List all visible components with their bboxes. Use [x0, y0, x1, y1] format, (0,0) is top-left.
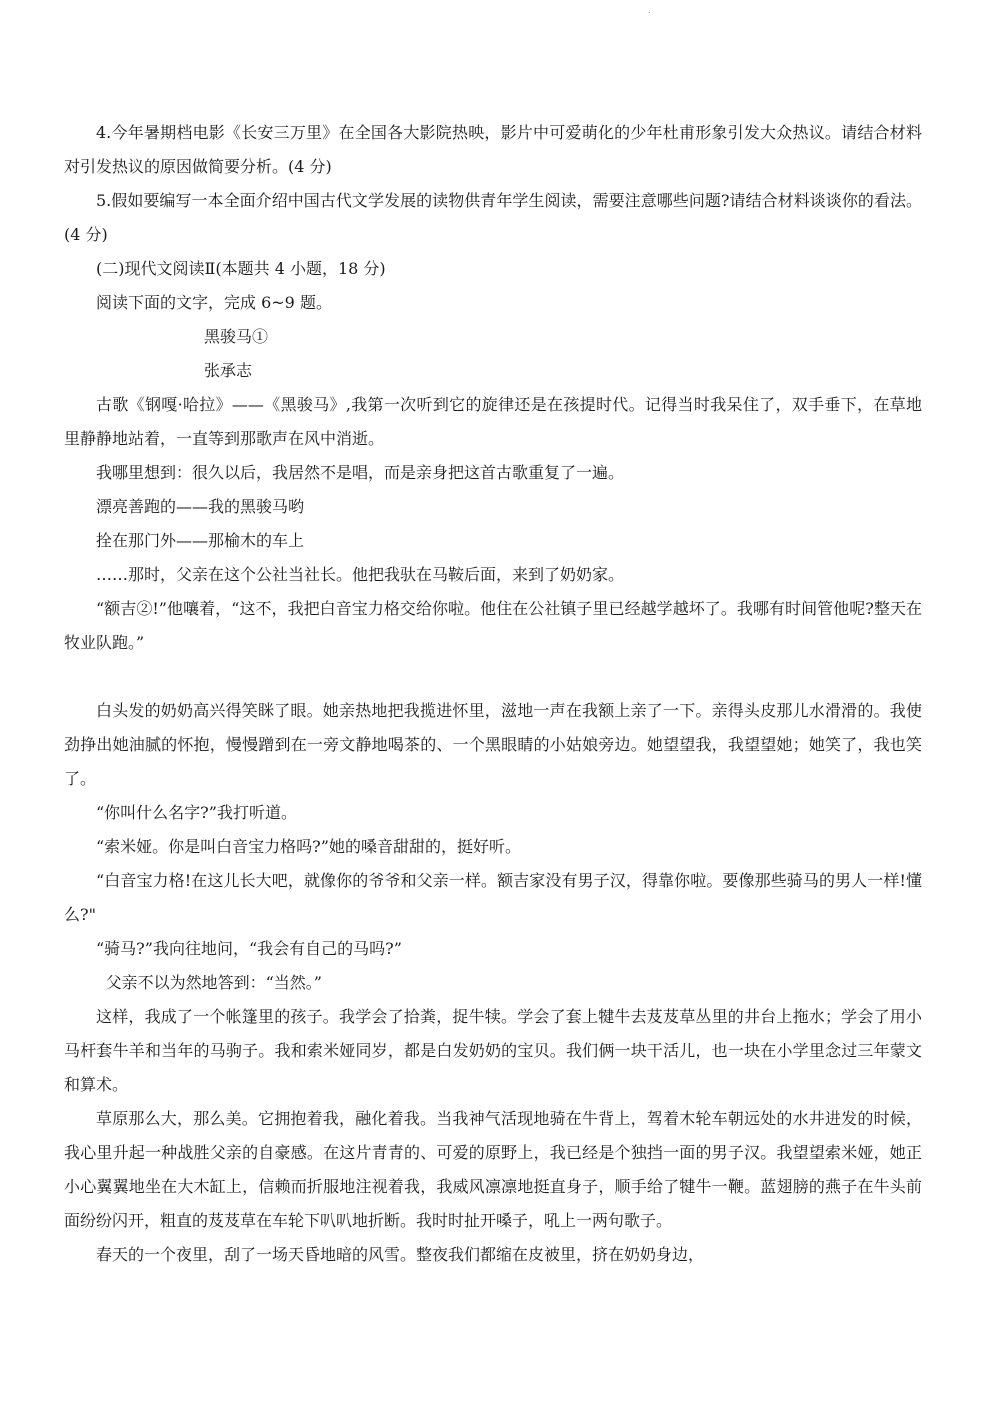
corner-mark: . — [648, 6, 651, 15]
dialogue-line: “骑马?”我向往地问，“我会有自己的马吗?” — [96, 939, 402, 958]
article-paragraph: 古歌《钢嘎·哈拉》——《黑骏马》,我第一次听到它的旋律还是在孩提时代。记得当时我呆住了，双手垂下，在草地里静静地站着，一直等到那歌声在风中消逝。 — [64, 395, 922, 448]
section-heading: (二)现代文阅读Ⅱ(本题共 4 小题，18 分) — [96, 259, 386, 278]
article-paragraph: 春天的一个夜里，刮了一场天昏地暗的风雪。整夜我们都缩在皮被里，挤在奶奶身边， — [96, 1245, 705, 1264]
article-paragraph: 我哪里想到：很久以后，我居然不是唱，而是亲身把这首古歌重复了一遍。 — [96, 463, 625, 482]
article-paragraph: 草原那么大，那么美。它拥抱着我，融化着我。当我神气活现地骑在牛背上，驾着木轮车朝远处的水井进发的时候，我心里升起一种战胜父亲的自豪感。在这片青青的、可爱的原野上，我已经是个独挡一面的男子汉。我望望索米娅，她正小心翼翼地坐在大木缸上，信赖而折服地注视着我，我威风凛凛地挺直身子，顺手给了犍牛一鞭。蓝翅膀的燕子在牛头前面纷纷闪开，粗直的芨芨草在车轮下叭叭地折断。我时时扯开嗓子，吼上一两句歌子。 — [64, 1109, 922, 1230]
song-line: 漂亮善跑的——我的黑骏马哟 — [96, 497, 305, 516]
paragraph-gap — [64, 660, 922, 694]
exam-page — [64, 116, 922, 1272]
article-paragraph: 这样，我成了一个帐篷里的孩子。我学会了拾粪，捉牛犊。学会了套上犍牛去芨芨草丛里的井台上拖水；学会了用小马杆套牛羊和当年的马驹子。我和索米娅同岁，都是白发奶奶的宝贝。我们俩一块干活儿，也一块在小学里念过三年蒙文和算术。 — [64, 1007, 922, 1094]
dialogue-line: “白音宝力格!在这儿长大吧，就像你的爷爷和父亲一样。额吉家没有男子汉，得靠你啦。要像那些骑马的男人一样!懂么?" — [64, 871, 922, 924]
question-5: 5.假如要编写一本全面介绍中国古代文学发展的读物供青年学生阅读，需要注意哪些问题?请结合材料谈谈你的看法。(4 分) — [64, 191, 922, 244]
article-paragraph: ……那时，父亲在这个公社当社长。他把我驮在马鞍后面，来到了奶奶家。 — [96, 565, 625, 584]
dialogue-line: “你叫什么名字?”我打听道。 — [96, 803, 297, 822]
dialogue-line: 父亲不以为然地答到：“当然。” — [105, 973, 322, 992]
question-4: 4.今年暑期档电影《长安三万里》在全国各大影院热映，影片中可爱萌化的少年杜甫形象引发大众热议。请结合材料对引发热议的原因做简要分析。(4 分) — [64, 123, 922, 176]
reading-instruction: 阅读下面的文字，完成 6~9 题。 — [96, 293, 332, 312]
song-line: 拴在那门外——那榆木的车上 — [96, 531, 305, 550]
article-title: 黑骏马① — [204, 327, 269, 346]
article-author: 张承志 — [204, 361, 253, 380]
article-paragraph: 白头发的奶奶高兴得笑眯了眼。她亲热地把我揽进怀里，滋地一声在我额上亲了一下。亲得头皮那儿水滑滑的。我使劲挣出她油腻的怀抱，慢慢蹭到在一旁文静地喝茶的、一个黑眼睛的小姑娘旁边。她望望我，我望望她；她笑了，我也笑了。 — [64, 701, 922, 788]
article-paragraph: “额吉②!”他嚷着，“这不，我把白音宝力格交给你啦。他住在公社镇子里已经越学越坏了。我哪有时间管他呢?整天在牧业队跑。” — [64, 599, 922, 652]
dialogue-line: “索米娅。你是叫白音宝力格吗?”她的嗓音甜甜的，挺好听。 — [96, 837, 521, 856]
